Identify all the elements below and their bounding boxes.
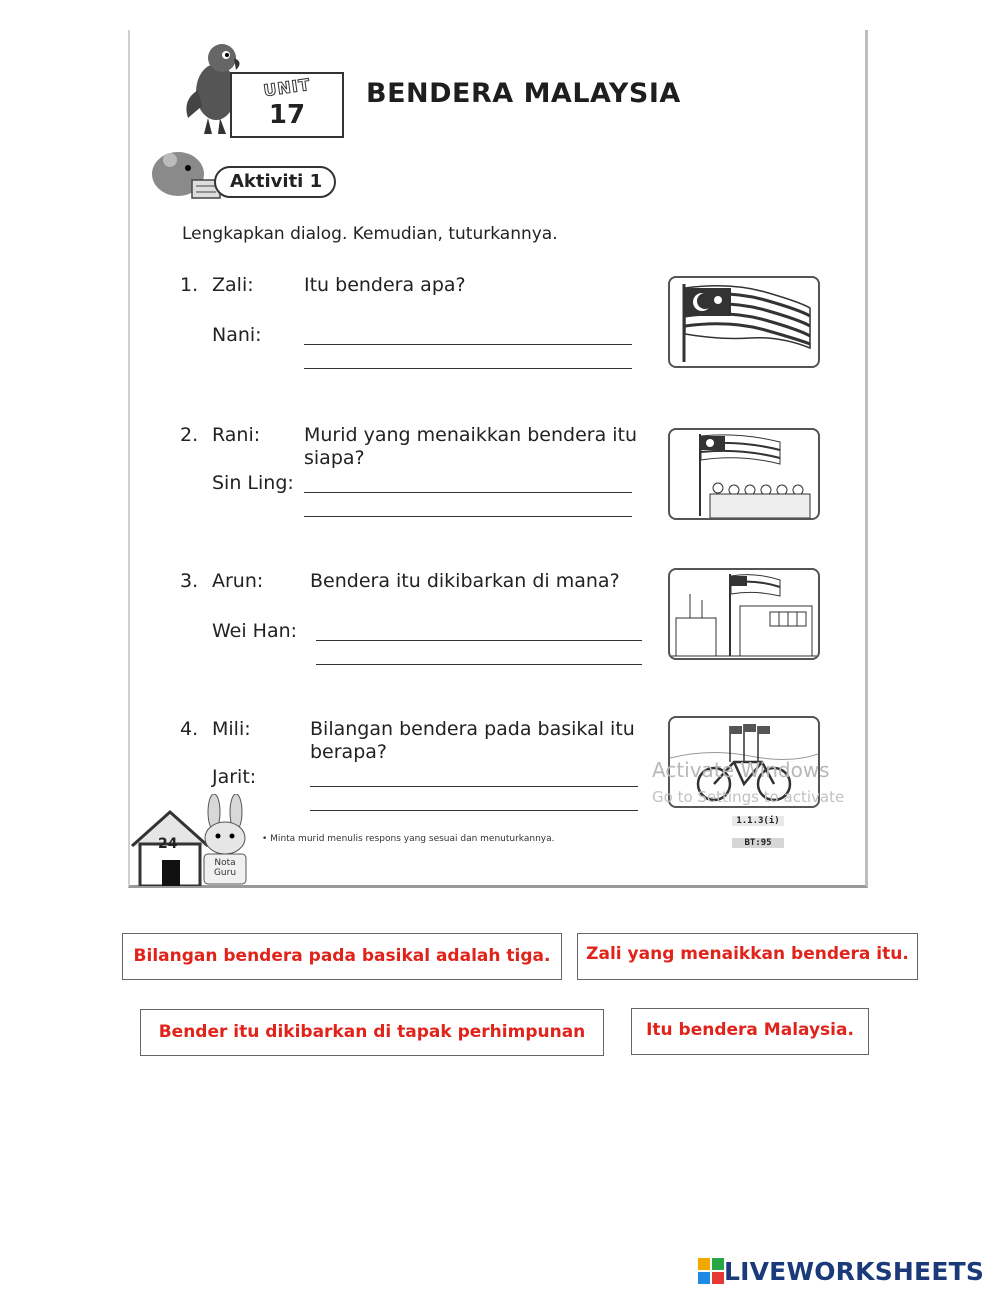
asker-name: Rani: [212,424,261,446]
hamster-icon [148,146,222,204]
page-title: BENDERA MALAYSIA [366,78,681,109]
watermark-line-1: Activate Windows [652,758,830,782]
brand-name: LIVEWORKSHEETS [724,1256,985,1286]
responder-name: Nani: [212,324,262,346]
answer-line [304,368,632,369]
question-text: Bendera itu dikibarkan di mana? [310,570,620,592]
question-text: Itu bendera apa? [304,274,466,296]
unit-number: 17 [268,100,306,130]
teacher-note-text: Minta murid menulis respons yang sesuai dan menuturkannya. [270,834,555,844]
answer-line [316,640,642,641]
asker-name: Arun: [212,570,264,592]
responder-name: Jarit: [212,766,257,788]
answer-box-1[interactable]: Bilangan bendera pada basikal adalah tiga. [122,933,562,980]
answer-line [310,786,638,787]
malaysia-flag-icon [670,278,818,366]
responder-name: Wei Han: [212,620,298,642]
instruction: Lengkapkan dialog. Kemudian, tuturkannya. [182,224,558,244]
question-text: Murid yang menaikkan bendera itu siapa? [304,424,638,469]
question-number: 1. [180,274,199,296]
answer-line [304,492,632,493]
teacher-note: • Minta murid menulis respons yang sesuai dan menuturkannya. [262,834,555,844]
watermark-line-2: Go to Settings to activate [652,788,845,806]
answer-line [304,516,632,517]
answer-line [304,344,632,345]
answer-box-3[interactable]: Bender itu dikibarkan di tapak perhimpunan [140,1009,604,1056]
asker-name: Mili: [212,718,251,740]
flag-raising-picture [668,428,820,520]
liveworksheets-logo-icon [698,1258,724,1284]
question-number: 3. [180,570,199,592]
asker-name: Zali: [212,274,254,296]
answer-line [310,810,638,811]
page-number: 24 [158,836,178,852]
question-number: 2. [180,424,199,446]
house-label: Nota Guru [213,858,237,878]
responder-name: Sin Ling: [212,472,294,494]
unit-card [230,72,344,138]
liveworksheets-logo[interactable] [698,1256,984,1286]
unit-word: UNIT [262,74,312,101]
question-text: Bilangan bendera pada basikal itu berapa? [310,718,635,763]
answer-line [316,664,642,665]
question-number: 4. [180,718,199,740]
worksheet-page [128,30,868,888]
flag-building-picture [668,568,820,660]
flag-picture [668,276,820,368]
standard-code: 1.1.3(i) [732,816,784,826]
book-page-code: BT:95 [732,838,784,848]
activity-label: Aktiviti 1 [214,166,336,198]
answer-box-4[interactable]: Itu bendera Malaysia. [631,1008,869,1055]
answer-box-2[interactable]: Zali yang menaikkan bendera itu. [577,933,918,980]
